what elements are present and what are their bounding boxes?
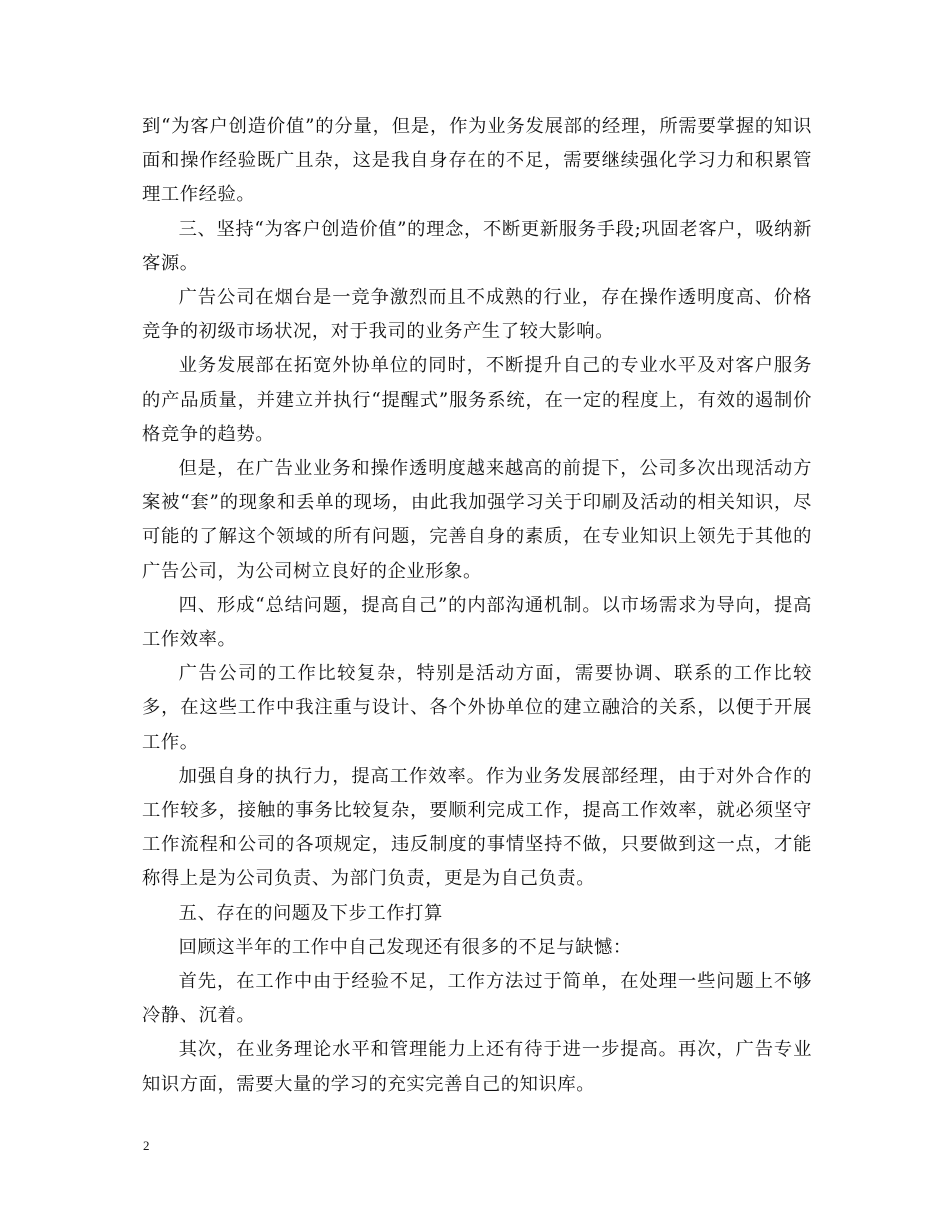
section-heading-3: 三、坚持“为客户创造价值”的理念，不断更新服务手段;巩固老客户，吸纳新客源。 xyxy=(142,218,812,274)
paragraph: 但是，在广告业业务和操作透明度越来越高的前提下，公司多次出现活动方案被“套”的现象和丢单的现场，由此我加强学习关于印刷及活动的相关知识，尽可能的了解这个领域的所有问题，完善自身的素质，在专业知识上领先于其他的广告公司，为公司树立良好的企业形象。 xyxy=(142,458,812,582)
page-number: 2 xyxy=(143,1138,150,1153)
paragraph: 业务发展部在拓宽外协单位的同时，不断提升自己的专业水平及对客户服务的产品质量，并建立并执行“提醒式”服务系统，在一定的程度上，有效的遏制价格竞争的趋势。 xyxy=(142,355,812,445)
paragraph: 回顾这半年的工作中自己发现还有很多的不足与缺憾： xyxy=(178,936,632,958)
paragraph: 广告公司在烟台是一竞争激烈而且不成熟的行业，存在操作透明度高、价格竞争的初级市场状况，对于我司的业务产生了较大影响。 xyxy=(142,287,812,343)
paragraph-continued: 到“为客户创造价值”的分量，但是，作为业务发展部的经理，所需要掌握的知识面和操作经验既广且杂，这是我自身存在的不足，需要继续强化学习力和积累管理工作经验。 xyxy=(142,116,812,206)
section-heading-4: 四、形成“总结问题，提高自己”的内部沟通机制。以市场需求为导向，提高工作效率。 xyxy=(142,594,812,651)
paragraph: 广告公司的工作比较复杂，特别是活动方面，需要协调、联系的工作比较多，在这些工作中我注重与设计、各个外协单位的建立融洽的关系，以便于开展工作。 xyxy=(142,663,812,753)
document-body xyxy=(142,110,812,1102)
paragraph: 加强自身的执行力，提高工作效率。作为业务发展部经理，由于对外合作的工作较多，接触的事务比较复杂，要顺利完成工作，提高工作效率，就必须坚守工作流程和公司的各项规定，违反制度的事情坚持不做，只要做到这一点，才能称得上是为公司负责、为部门负责，更是为自己负责。 xyxy=(142,765,812,890)
paragraph: 首先，在工作中由于经验不足，工作方法过于简单，在处理一些问题上不够冷静、沉着。 xyxy=(142,971,812,1027)
paragraph: 其次，在业务理论水平和管理能力上还有待于进一步提高。再次，广告专业知识方面，需要大量的学习的充实完善自己的知识库。 xyxy=(142,1039,812,1095)
section-heading-5: 五、存在的问题及下步工作打算 xyxy=(178,902,443,924)
